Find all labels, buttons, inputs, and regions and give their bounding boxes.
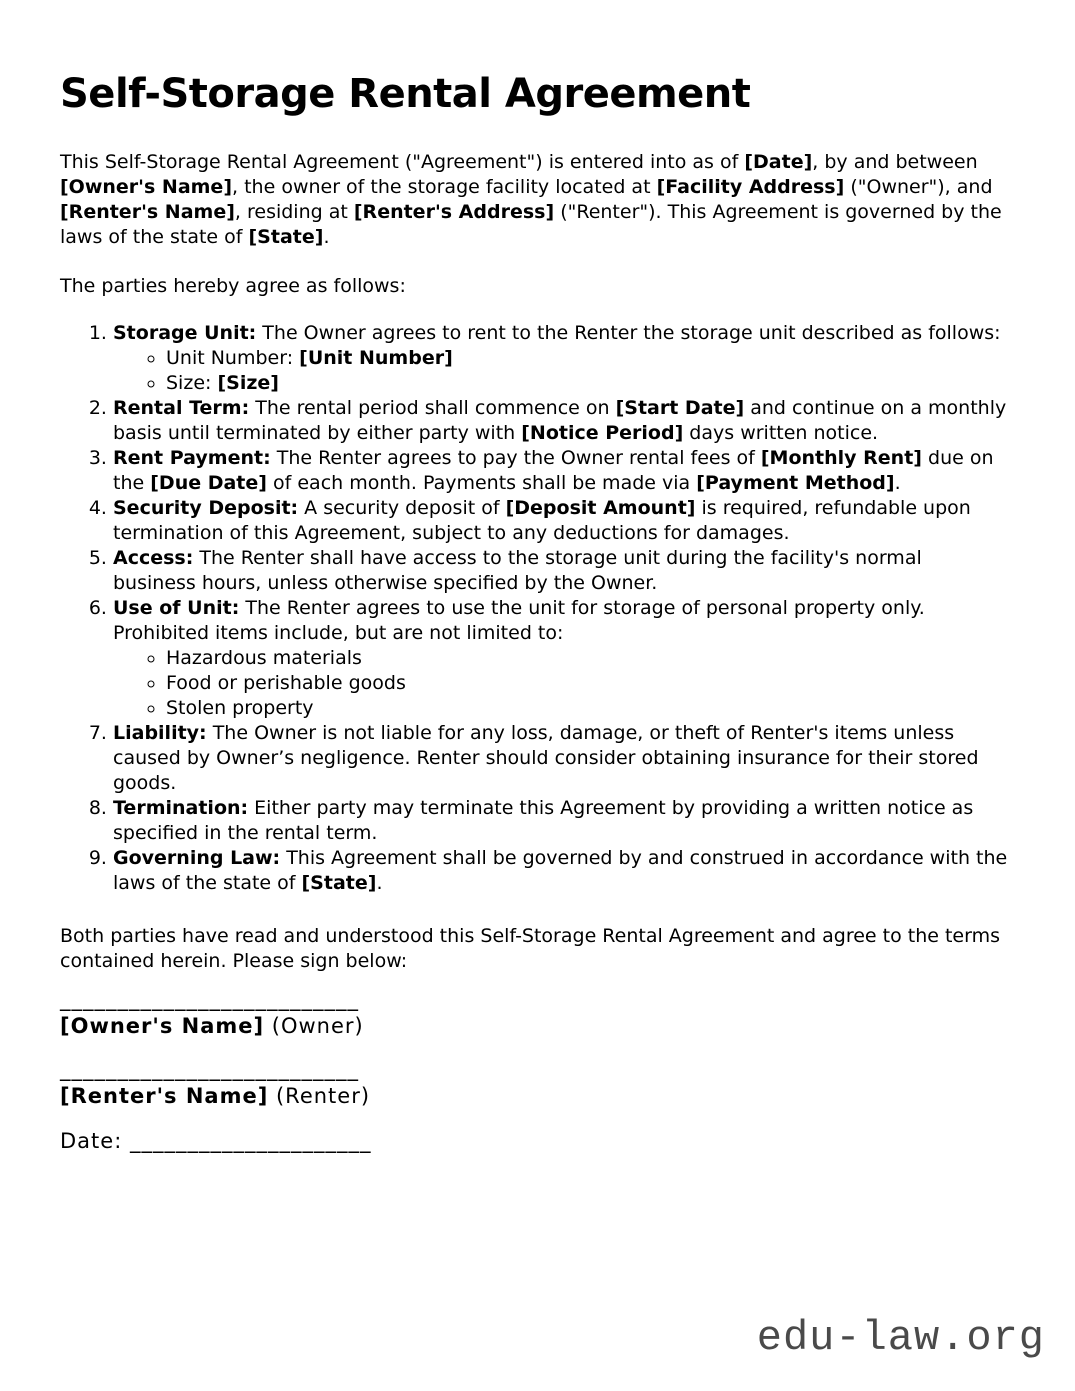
renter-signature-block [60, 1056, 1010, 1110]
term-text: Termination: Either party may terminate this Agreement by providing a written notice as specified in the rental term. [113, 797, 974, 844]
term-subitem-size [166, 371, 1010, 396]
term-subitem-unit-number [166, 346, 1010, 371]
term-item-governing-law [113, 846, 1010, 896]
owner-name-row [60, 1013, 1010, 1040]
terms-list [60, 321, 1010, 896]
term-text: Security Deposit: A security deposit of [Deposit Amount] is required, refundable upon termination of this Agreement, subject to any deductions for damages. [113, 497, 971, 544]
signature-section [60, 986, 1010, 1155]
term-text: Access: The Renter shall have access to the storage unit during the facility's normal business hours, unless otherwise specified by the Owner. [113, 547, 922, 594]
owner-signature-block [60, 986, 1010, 1040]
term-item-termination [113, 796, 1010, 846]
term-item-rent-payment [113, 446, 1010, 496]
subitem-text: Size: [Size] [166, 372, 279, 394]
owner-signature-line: __________________________ [60, 987, 359, 1011]
term-item-use-of-unit [113, 596, 1010, 721]
term-subitem-food [166, 671, 1010, 696]
subitem-text: Hazardous materials [166, 647, 362, 669]
owner-role-label: (Owner) [264, 1014, 364, 1038]
term-subitem-stolen [166, 696, 1010, 721]
prohibited-items-sublist [113, 646, 1010, 721]
renter-name: [Renter's Name] [60, 1084, 269, 1108]
subitem-text: Unit Number: [Unit Number] [166, 347, 453, 369]
term-text: Governing Law: This Agreement shall be governed by and construed in accordance with the laws of the state of [State]. [113, 847, 1008, 894]
closing-paragraph: Both parties have read and understood this Self-Storage Rental Agreement and agree to the terms contained herein. Please sign below: [60, 925, 1001, 972]
term-text: Storage Unit: The Owner agrees to rent to the Renter the storage unit described as follows: [113, 322, 1001, 344]
term-item-access [113, 546, 1010, 596]
term-text: Use of Unit: The Renter agrees to use the unit for storage of personal property only. Prohibited items include, but are not limited to: [113, 597, 925, 644]
term-item-liability [113, 721, 1010, 796]
agreement-document [60, 70, 1010, 1155]
term-item-storage-unit [113, 321, 1010, 396]
renter-signature-line: __________________________ [60, 1057, 359, 1081]
intro-paragraph: This Self-Storage Rental Agreement ("Agreement") is entered into as of [Date], by and between [Owner's Name], the owner of the storage facility located at [Facility Address] ("Owner"), and [Renter's Name], residing at [Renter's Address] ("Renter"). This Agreement is governed by the laws of the state of [State]. [60, 151, 1002, 248]
renter-role-label: (Renter) [268, 1084, 371, 1108]
subitem-text: Stolen property [166, 697, 314, 719]
term-text: Rental Term: The rental period shall commence on [Start Date] and continue on a monthly basis until terminated by either party with [Notice Period] days written notice. [113, 397, 1007, 444]
page-title: Self-Storage Rental Agreement [60, 71, 751, 117]
date-line: _____________________ [129, 1129, 372, 1153]
renter-name-row [60, 1083, 1010, 1110]
subitem-text: Food or perishable goods [166, 672, 406, 694]
agree-line: The parties hereby agree as follows: [60, 275, 406, 297]
date-label: Date: [60, 1129, 130, 1153]
owner-name: [Owner's Name] [60, 1014, 265, 1038]
term-item-rental-term [113, 396, 1010, 446]
term-subitem-hazardous [166, 646, 1010, 671]
storage-unit-sublist [113, 346, 1010, 396]
term-item-security-deposit [113, 496, 1010, 546]
term-text: Liability: The Owner is not liable for any loss, damage, or theft of Renter's items unless caused by Owner’s negligence. Renter should consider obtaining insurance for their stored goods. [113, 722, 979, 794]
date-row [60, 1128, 1010, 1155]
term-text: Rent Payment: The Renter agrees to pay the Owner rental fees of [Monthly Rent] due on the [Due Date] of each month. Payments shall be made via [Payment Method]. [113, 447, 994, 494]
watermark-edu-law: edu-law.org [756, 1314, 1045, 1362]
